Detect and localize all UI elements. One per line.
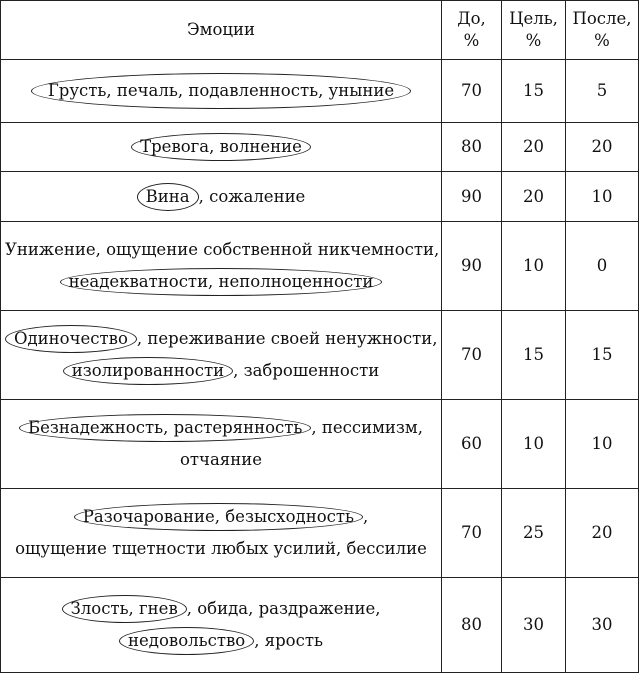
table-row (1, 489, 639, 578)
header-after (566, 1, 639, 60)
before-cell: 70 (442, 311, 502, 400)
before-cell: 90 (442, 172, 502, 222)
after-cell: 10 (566, 400, 639, 489)
after-cell: 0 (566, 222, 639, 311)
circled-emotion: Грусть, печаль, подавленность, уныние (31, 73, 411, 109)
emotion-text: , сожаление (198, 186, 306, 206)
circled-emotion: изолированности (63, 357, 233, 385)
header-row (1, 1, 639, 60)
header-after-l2: % (594, 31, 610, 50)
emotion-cell (1, 400, 442, 489)
after-cell: 15 (566, 311, 639, 400)
emotion-text: ощущение тщетности любых усилий, бессилие (15, 539, 427, 558)
before-cell: 80 (442, 578, 502, 673)
header-before-l2: % (463, 31, 480, 50)
emotion-text: , (363, 507, 369, 526)
circled-emotion: Вина (137, 183, 199, 211)
emotion-cell (1, 489, 442, 578)
header-before-l1: До, (457, 9, 486, 28)
table-row (1, 172, 639, 222)
goal-cell: 15 (502, 60, 566, 123)
emotion-cell (1, 172, 442, 222)
emotion-text: , обида, раздражение, (186, 599, 381, 618)
table-row (1, 222, 639, 311)
header-after-l1: После, (572, 9, 632, 28)
table-row (1, 60, 639, 123)
emotion-text: отчаяние (180, 450, 262, 469)
goal-cell: 15 (502, 311, 566, 400)
goal-cell: 10 (502, 222, 566, 311)
header-emotions: Эмоции (1, 1, 442, 60)
circled-emotion: Безнадежность, растерянность (19, 414, 311, 442)
table-row (1, 400, 639, 489)
table-row (1, 311, 639, 400)
before-cell: 90 (442, 222, 502, 311)
after-cell: 20 (566, 123, 639, 172)
emotion-cell (1, 311, 442, 400)
goal-cell: 20 (502, 172, 566, 222)
emotion-cell (1, 578, 442, 673)
circled-emotion: Разочарование, безысходность (74, 503, 363, 531)
header-goal-l1: Цель, (509, 9, 558, 28)
circled-emotion: недовольство (119, 627, 254, 655)
emotion-cell (1, 222, 442, 311)
emotion-text: , ярость (254, 631, 323, 650)
after-cell: 20 (566, 489, 639, 578)
after-cell: 10 (566, 172, 639, 222)
before-cell: 60 (442, 400, 502, 489)
circled-emotion: Тревога, волнение (131, 133, 311, 161)
goal-cell: 30 (502, 578, 566, 673)
circled-emotion: неадекватности, неполноценности (60, 268, 383, 296)
after-cell: 5 (566, 60, 639, 123)
table-row (1, 578, 639, 673)
emotion-cell (1, 60, 442, 123)
before-cell: 70 (442, 489, 502, 578)
emotion-text: , заброшенности (233, 361, 380, 380)
emotion-text: Унижение, ощущение собственной никчемности, (5, 240, 440, 259)
goal-cell: 25 (502, 489, 566, 578)
after-cell: 30 (566, 578, 639, 673)
table-row (1, 123, 639, 172)
circled-emotion: Одиночество (5, 325, 137, 353)
emotion-text: , переживание своей ненужности, (136, 329, 438, 348)
header-goal-l2: % (525, 31, 542, 50)
emotion-text: , пессимизм, (311, 418, 424, 437)
goal-cell: 20 (502, 123, 566, 172)
circled-emotion: Злость, гнев (62, 595, 187, 623)
emotion-cell (1, 123, 442, 172)
header-before (442, 1, 502, 60)
before-cell: 70 (442, 60, 502, 123)
before-cell: 80 (442, 123, 502, 172)
goal-cell: 10 (502, 400, 566, 489)
header-goal (502, 1, 566, 60)
